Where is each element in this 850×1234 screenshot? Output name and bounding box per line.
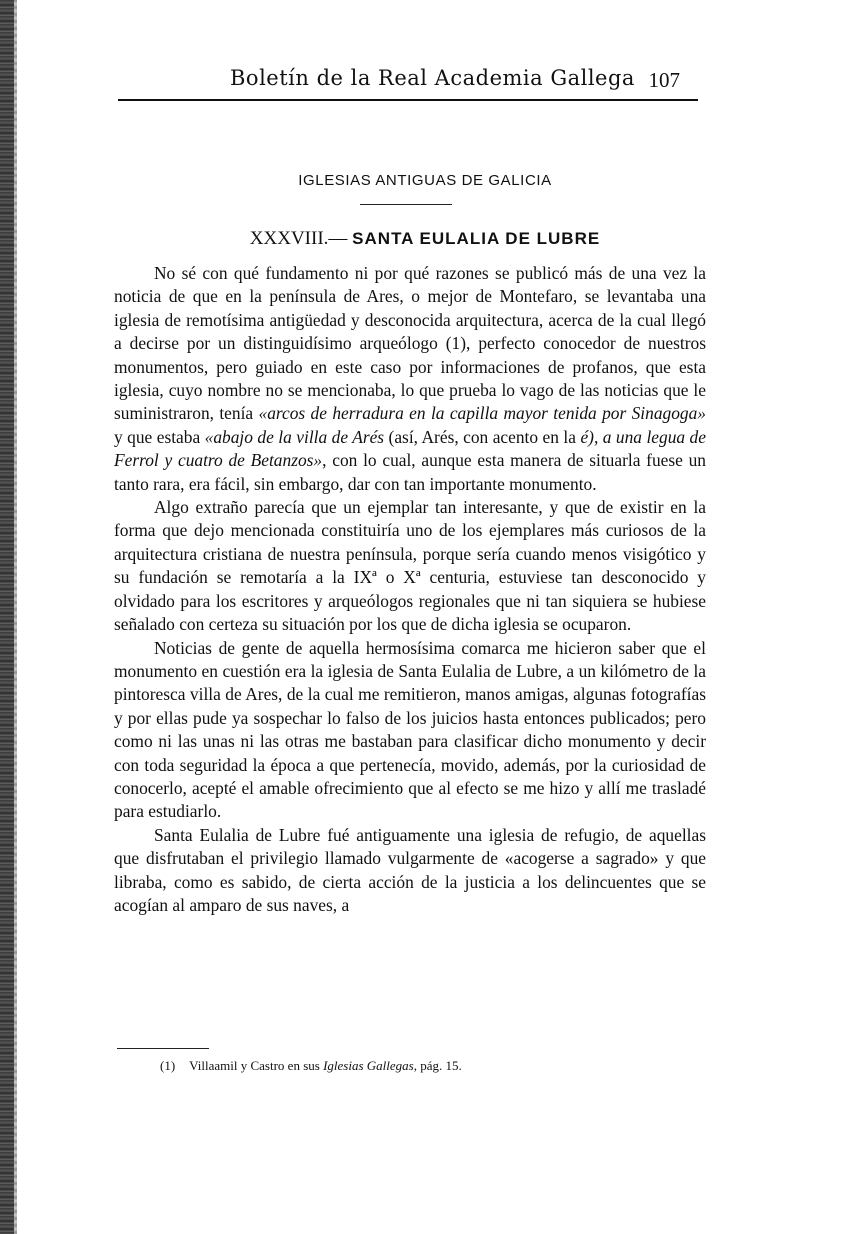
- paragraph: [114, 637, 706, 824]
- paragraph: [114, 496, 706, 636]
- page-number: 107: [648, 68, 680, 92]
- italic-quote: «abajo de la villa de Arés: [204, 426, 385, 447]
- italic-quote: «arcos de herradura en la capilla mayor tenida por Sinagoga»: [258, 403, 706, 424]
- italic-quote: é), a una legua de Ferrol y cuatro de Betanzos»: [114, 426, 706, 471]
- section-divider: [360, 204, 452, 205]
- footnote-text-after: , pág. 15.: [413, 1058, 462, 1073]
- header-rule: [118, 99, 698, 101]
- article-body: [114, 262, 706, 917]
- text-run: Noticias de gente de aquella hermosísima comarca me hicieron saber que el monumento en cuestión era la iglesia de Santa Eulalia de Lubre, a un kilómetro de la pintoresca villa de Ares, de la cual me remitieron, manos amigas, algunas fotografías y por ellas pude ya sospechar lo falso de los juicios hasta entonces publicados; pero como ni las unas ni las otras me bastaban para clasificar dicho monumento y decir con toda seguridad la época a que pertenecía, movido, además, por la curiosidad de conocerlo, acepté el amable ofrecimiento que al efecto se me hizo y allí me trasladé para estudiarlo.: [114, 637, 706, 822]
- footnote-mark: (1): [160, 1058, 176, 1073]
- footnote: [160, 1058, 462, 1074]
- chapter-title: SANTA EULALIA DE LUBRE: [352, 229, 601, 248]
- section-title: IGLESIAS ANTIGUAS DE GALICIA: [298, 172, 552, 189]
- text-run: No sé con qué fundamento ni por qué razones se publicó más de una vez la noticia de que en la península de Ares, o mejor de Montefaro, se levantaba una iglesia de remotísima antigüedad y desconocida arquitectura, acerca de la cual llegó a decirse por un distinguidísimo arqueólogo (1), perfecto conocedor de nuestros monumentos, pero guiado en este caso por informaciones de profanos, que esta iglesia, cuyo nombre no se mencionaba, lo que prueba lo vago de las noticias que le suministraron, tenía: [114, 263, 706, 424]
- running-header: [118, 62, 698, 100]
- text-run: , con lo cual, aunque esta manera de situarla fuese un tanto rara, era fácil, sin embargo, dar con tan importante monumento.: [114, 450, 706, 494]
- chapter-heading: [0, 228, 850, 250]
- paragraph: [114, 262, 706, 496]
- chapter-number: XXXVIII.: [249, 228, 329, 249]
- footnote-book-title: Iglesias Gallegas: [323, 1058, 414, 1073]
- chapter-dash: —: [328, 228, 348, 249]
- text-run: (así, Arés, con acento en la: [384, 426, 581, 447]
- footnote-text-before: Villaamil y Castro en sus: [189, 1058, 324, 1073]
- text-run: Santa Eulalia de Lubre fué antiguamente una iglesia de refugio, de aquellas que disfrutaban el privilegio llamado vulgarmente de «acogerse a sagrado» y que libraba, como es sabido, de cierta acción de la justicia a los delincuentes que se acogían al amparo de sus naves, a: [114, 824, 706, 915]
- journal-title: Boletín de la Real Academia Gallega: [230, 66, 635, 90]
- footnote-rule: [117, 1048, 209, 1049]
- paragraph: [114, 824, 706, 918]
- text-run: y que estaba: [114, 426, 205, 447]
- text-run: Algo extraño parecía que un ejemplar tan interesante, y que de existir en la forma que dejo mencionada constituiría uno de los ejemplares más curiosos de la arquitectura cristiana de nuestra península, porque sería cuando menos visigótico y su fundación se remotaría a la IXª o Xª centuria, estuviese tan desconocido y olvidado para los escritores y arqueólogos regionales que ni tan siquiera se hubiese señalado con certeza su situación por los que de dicha iglesia se ocuparon.: [114, 497, 706, 635]
